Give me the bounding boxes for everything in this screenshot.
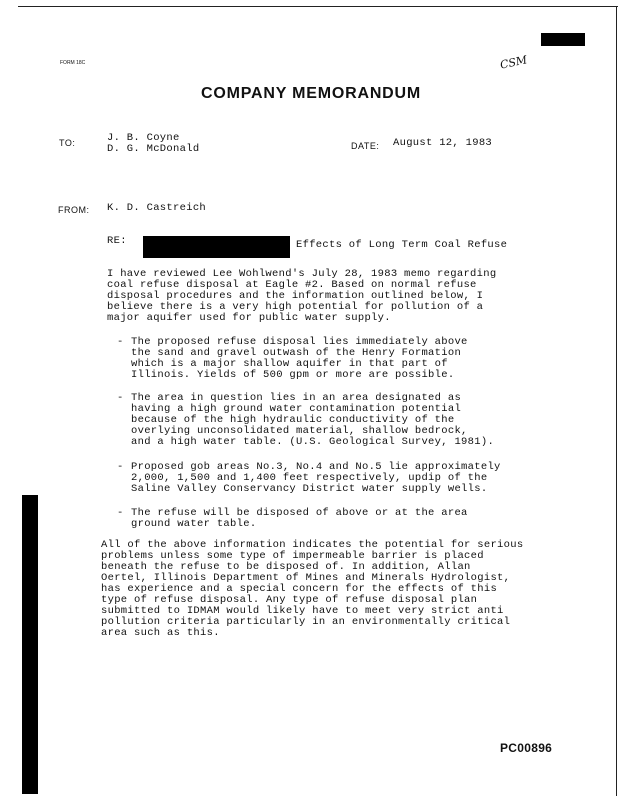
conclusion-paragraph [101, 540, 523, 639]
bullet-line: 2,000, 1,500 and 1,400 feet respectively, updip of the [131, 472, 488, 484]
date-label: DATE: [351, 141, 380, 151]
conclusion-line: Oertel, Illinois Department of Mines and Minerals Hydrologist, [101, 572, 511, 584]
bullet-line: The proposed refuse disposal lies immediately above [131, 336, 468, 348]
from-value: K. D. Castreich [107, 202, 207, 214]
re-label: RE: [107, 235, 127, 247]
intro-line: believe there is a very high potential for pollution of a [107, 301, 484, 313]
redaction-block-subject [143, 236, 290, 258]
bullet-line: The refuse will be disposed of above or at the area [131, 507, 468, 519]
intro-line: disposal procedures and the information outlined below, I [107, 290, 484, 302]
memo-title: COMPANY MEMORANDUM [200, 85, 422, 102]
bullet-item-1 [117, 336, 468, 381]
page-border-right [616, 6, 617, 796]
intro-line: major aquifer used for public water supply. [107, 312, 391, 324]
intro-line: I have reviewed Lee Wohlwend's July 28, 1983 memo regarding [107, 268, 497, 280]
intro-line: coal refuse disposal at Eagle #2. Based on normal refuse [107, 279, 477, 291]
conclusion-line: problems unless some type of impermeable barrier is placed [101, 550, 484, 562]
conclusion-line: beneath the refuse to be disposed of. In addition, Allan [101, 561, 471, 573]
page-border-top [18, 6, 618, 7]
bullet-dash: - [117, 336, 124, 348]
conclusion-line: submitted to IDMAM would likely have to meet very strict anti [101, 605, 504, 617]
bullet-line: ground water table. [131, 518, 257, 530]
recipient-1: J. B. Coyne [107, 132, 180, 144]
bullet-item-3 [117, 461, 501, 495]
conclusion-line: area such as this. [101, 627, 220, 639]
document-id: PC00896 [500, 741, 553, 755]
bullet-line: The area in question lies in an area designated as [131, 392, 462, 404]
bullet-line: Proposed gob areas No.3, No.4 and No.5 lie approximately [131, 461, 501, 473]
bullet-line: having a high ground water contamination potential [131, 403, 462, 415]
conclusion-line: type of refuse disposal. Any type of refuse disposal plan [101, 594, 478, 606]
conclusion-line: has experience and a special concern for the effects of this [101, 583, 498, 595]
bullet-item-4 [117, 507, 468, 530]
recipient-2: D. G. McDonald [107, 143, 200, 155]
from-label: FROM: [58, 205, 90, 215]
bullet-dash: - [117, 392, 124, 404]
conclusion-line: pollution criteria particularly in an environmentally critical [101, 616, 511, 628]
bullet-line: the sand and gravel outwash of the Henry Formation [131, 347, 462, 359]
re-subject: Effects of Long Term Coal Refuse [296, 239, 508, 251]
to-recipients [107, 133, 199, 155]
bullet-line: and a high water table. (U.S. Geological Survey, 1981). [131, 436, 495, 448]
conclusion-line: All of the above information indicates the potential for serious [101, 539, 524, 551]
intro-paragraph [107, 269, 496, 324]
bullet-dash: - [117, 507, 124, 519]
form-number: FORM 18C [60, 60, 86, 66]
handwritten-initials: CSM [498, 53, 529, 72]
to-label: TO: [59, 138, 76, 148]
bullet-line: which is a major shallow aquifer in that part of [131, 358, 448, 370]
scan-edge-bar [22, 495, 38, 794]
bullet-line: overlying unconsolidated material, shallow bedrock, [131, 425, 468, 437]
bullet-item-2 [117, 392, 495, 448]
bullet-dash: - [117, 461, 124, 473]
bullet-line: Illinois. Yields of 500 gpm or more are possible. [131, 369, 455, 381]
bullet-line: because of the high hydraulic conductivity of the [131, 414, 455, 426]
bullet-line: Saline Valley Conservancy District water supply wells. [131, 483, 488, 495]
redaction-block-top [541, 33, 585, 46]
date-value: August 12, 1983 [393, 137, 493, 149]
